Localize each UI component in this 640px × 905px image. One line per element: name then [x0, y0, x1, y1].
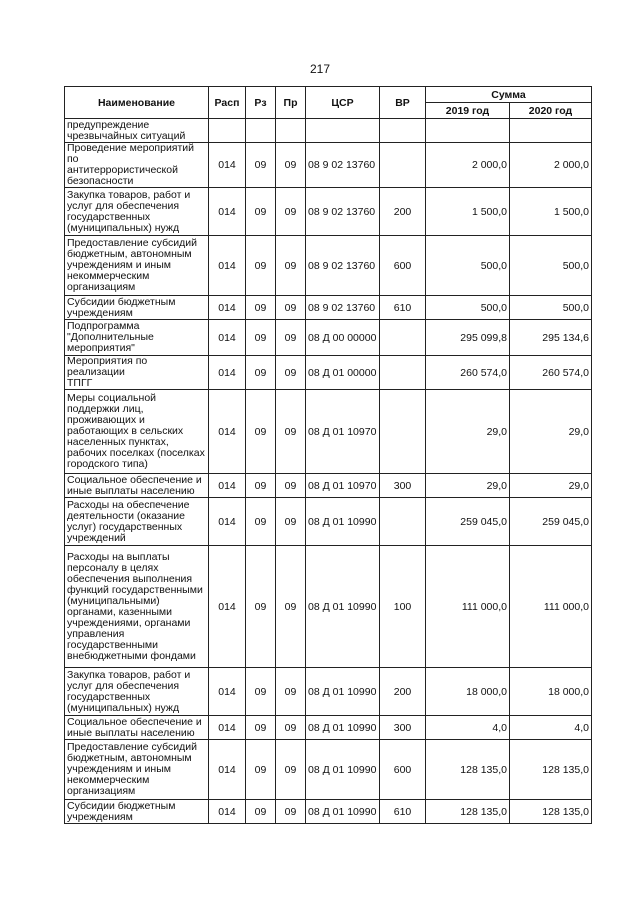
cell-vr [380, 119, 426, 143]
cell-2020: 4,0 [510, 716, 592, 740]
cell-rz: 09 [246, 668, 276, 716]
cell-rz: 09 [246, 390, 276, 474]
header-rz: Рз [246, 87, 276, 119]
cell-rasp: 014 [209, 668, 246, 716]
cell-name: Субсидии бюджетным учреждениям [65, 800, 209, 824]
cell-vr: 600 [380, 236, 426, 296]
table-row [65, 668, 592, 716]
cell-csr: 08 9 02 13760 [306, 188, 380, 236]
cell-pr: 09 [276, 188, 306, 236]
cell-rasp: 014 [209, 800, 246, 824]
cell-pr: 09 [276, 800, 306, 824]
cell-rasp: 014 [209, 716, 246, 740]
cell-vr [380, 498, 426, 546]
cell-csr: 08 9 02 13760 [306, 143, 380, 188]
table-body [65, 119, 592, 824]
cell-rasp: 014 [209, 143, 246, 188]
cell-2019: 29,0 [426, 390, 510, 474]
cell-2020: 18 000,0 [510, 668, 592, 716]
cell-vr [380, 320, 426, 356]
cell-pr [276, 119, 306, 143]
cell-vr: 610 [380, 296, 426, 320]
cell-name: Предоставление субсидий бюджетным, автономным учреждениям и иным некоммерческим организациям [65, 740, 209, 800]
cell-vr: 300 [380, 474, 426, 498]
cell-2020 [510, 119, 592, 143]
cell-pr: 09 [276, 740, 306, 800]
cell-name: Социальное обеспечение и иные выплаты населению [65, 474, 209, 498]
cell-2019: 260 574,0 [426, 356, 510, 390]
table-row [65, 296, 592, 320]
cell-2019: 29,0 [426, 474, 510, 498]
cell-rasp: 014 [209, 390, 246, 474]
cell-name: Расходы на обеспечение деятельности (оказание услуг) государственных учреждений [65, 498, 209, 546]
cell-vr: 610 [380, 800, 426, 824]
cell-rasp: 014 [209, 296, 246, 320]
cell-2019: 128 135,0 [426, 800, 510, 824]
table-row [65, 119, 592, 143]
cell-pr: 09 [276, 716, 306, 740]
cell-rasp: 014 [209, 498, 246, 546]
cell-pr: 09 [276, 474, 306, 498]
cell-2020: 259 045,0 [510, 498, 592, 546]
cell-name: Подпрограмма "Дополнительные мероприятия" [65, 320, 209, 356]
cell-2019 [426, 119, 510, 143]
table-row [65, 546, 592, 668]
cell-rz: 09 [246, 546, 276, 668]
cell-rz: 09 [246, 800, 276, 824]
table-row [65, 740, 592, 800]
cell-rz: 09 [246, 188, 276, 236]
cell-2019: 500,0 [426, 236, 510, 296]
cell-2019: 295 099,8 [426, 320, 510, 356]
cell-csr: 08 Д 01 10990 [306, 498, 380, 546]
cell-pr: 09 [276, 320, 306, 356]
cell-name: Предоставление субсидий бюджетным, автономным учреждениям и иным некоммерческим организациям [65, 236, 209, 296]
cell-rz: 09 [246, 740, 276, 800]
cell-2020: 260 574,0 [510, 356, 592, 390]
cell-2020: 128 135,0 [510, 800, 592, 824]
cell-name: Закупка товаров, работ и услуг для обеспечения государственных (муниципальных) нужд [65, 668, 209, 716]
cell-2019: 18 000,0 [426, 668, 510, 716]
cell-vr: 200 [380, 668, 426, 716]
cell-2020: 295 134,6 [510, 320, 592, 356]
cell-pr: 09 [276, 296, 306, 320]
cell-rz: 09 [246, 296, 276, 320]
cell-2020: 500,0 [510, 236, 592, 296]
cell-rz: 09 [246, 716, 276, 740]
cell-pr: 09 [276, 668, 306, 716]
table-row [65, 236, 592, 296]
cell-name: Субсидии бюджетным учреждениям [65, 296, 209, 320]
header-sum: Сумма [426, 87, 592, 103]
header-csr: ЦСР [306, 87, 380, 119]
cell-2019: 2 000,0 [426, 143, 510, 188]
header-name: Наименование [65, 87, 209, 119]
cell-rasp: 014 [209, 236, 246, 296]
header-2020: 2020 год [510, 103, 592, 119]
cell-2019: 1 500,0 [426, 188, 510, 236]
cell-vr [380, 143, 426, 188]
cell-csr: 08 Д 01 10990 [306, 800, 380, 824]
cell-2019: 128 135,0 [426, 740, 510, 800]
cell-vr [380, 390, 426, 474]
cell-2020: 29,0 [510, 390, 592, 474]
cell-2020: 29,0 [510, 474, 592, 498]
header-2019: 2019 год [426, 103, 510, 119]
cell-csr: 08 Д 00 00000 [306, 320, 380, 356]
cell-csr: 08 Д 01 10990 [306, 740, 380, 800]
cell-pr: 09 [276, 498, 306, 546]
cell-rz: 09 [246, 356, 276, 390]
cell-pr: 09 [276, 546, 306, 668]
table-row [65, 474, 592, 498]
cell-name: Мероприятия по реализации ТПГГ [65, 356, 209, 390]
cell-vr: 200 [380, 188, 426, 236]
cell-rz: 09 [246, 320, 276, 356]
cell-pr: 09 [276, 356, 306, 390]
budget-table [64, 86, 592, 824]
cell-vr: 300 [380, 716, 426, 740]
cell-rz: 09 [246, 143, 276, 188]
cell-2020: 128 135,0 [510, 740, 592, 800]
header-vr: ВР [380, 87, 426, 119]
cell-csr: 08 Д 01 10970 [306, 474, 380, 498]
cell-2020: 1 500,0 [510, 188, 592, 236]
table-row [65, 716, 592, 740]
cell-rasp: 014 [209, 356, 246, 390]
cell-name: предупреждение чрезвычайных ситуаций [65, 119, 209, 143]
page-number: 217 [309, 62, 331, 76]
cell-rz [246, 119, 276, 143]
cell-rasp: 014 [209, 320, 246, 356]
cell-rasp: 014 [209, 474, 246, 498]
cell-vr: 100 [380, 546, 426, 668]
cell-name: Расходы на выплаты персоналу в целях обеспечения выполнения функций государственными (муниципальными) органами, казенными учреждениями, органами управления государственными внебюджетными фондами [65, 546, 209, 668]
cell-2019: 259 045,0 [426, 498, 510, 546]
cell-vr [380, 356, 426, 390]
cell-name: Социальное обеспечение и иные выплаты населению [65, 716, 209, 740]
cell-vr: 600 [380, 740, 426, 800]
cell-2019: 4,0 [426, 716, 510, 740]
cell-name: Закупка товаров, работ и услуг для обеспечения государственных (муниципальных) нужд [65, 188, 209, 236]
cell-name: Проведение мероприятий по антитеррористической безопасности [65, 143, 209, 188]
cell-csr: 08 Д 01 10990 [306, 668, 380, 716]
cell-rz: 09 [246, 474, 276, 498]
cell-csr: 08 9 02 13760 [306, 296, 380, 320]
cell-pr: 09 [276, 143, 306, 188]
header-rasp: Расп [209, 87, 246, 119]
cell-csr: 08 Д 01 10990 [306, 546, 380, 668]
cell-csr: 08 Д 01 10970 [306, 390, 380, 474]
table-row [65, 390, 592, 474]
cell-pr: 09 [276, 236, 306, 296]
cell-csr: 08 Д 01 00000 [306, 356, 380, 390]
header-pr: Пр [276, 87, 306, 119]
table-row [65, 800, 592, 824]
table-row [65, 320, 592, 356]
cell-rasp: 014 [209, 740, 246, 800]
cell-2019: 500,0 [426, 296, 510, 320]
cell-2020: 500,0 [510, 296, 592, 320]
cell-2020: 2 000,0 [510, 143, 592, 188]
cell-rasp [209, 119, 246, 143]
cell-pr: 09 [276, 390, 306, 474]
cell-name: Меры социальной поддержки лиц, проживающих и работающих в сельских населенных пунктах, рабочих поселках (поселках городского типа) [65, 390, 209, 474]
table-row [65, 143, 592, 188]
cell-csr: 08 Д 01 10990 [306, 716, 380, 740]
cell-rasp: 014 [209, 546, 246, 668]
cell-rasp: 014 [209, 188, 246, 236]
cell-2019: 111 000,0 [426, 546, 510, 668]
cell-2020: 111 000,0 [510, 546, 592, 668]
cell-rz: 09 [246, 236, 276, 296]
table-row [65, 188, 592, 236]
table-row [65, 498, 592, 546]
cell-csr: 08 9 02 13760 [306, 236, 380, 296]
cell-rz: 09 [246, 498, 276, 546]
cell-csr [306, 119, 380, 143]
table-row [65, 356, 592, 390]
